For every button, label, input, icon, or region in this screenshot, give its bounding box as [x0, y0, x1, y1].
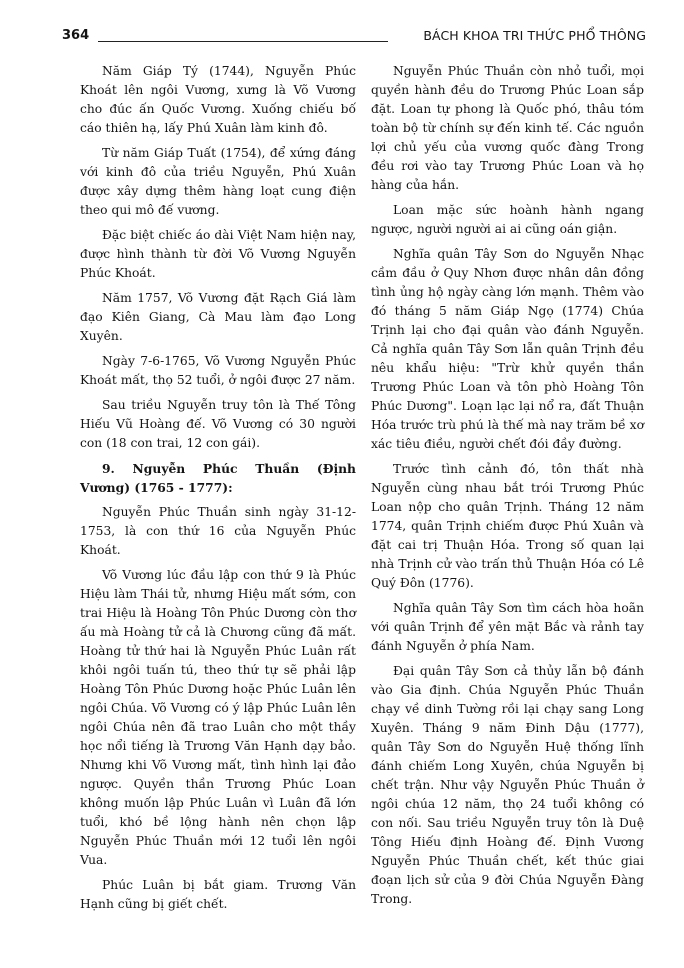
paragraph: Đại quân Tây Sơn cả thủy lẫn bộ đánh vào Gia định. Chúa Nguyễn Phúc Thuần chạy về dinh Tường rồi lại chạy sang Long Xuyên. Tháng 9 năm Đinh Dậu (1777), quân Tây Sơn do Nguyễn Huệ thống lĩnh đánh chiếm Long Xuyên, chúa Nguyễn bị chết trận. Như vậy Nguyễn Phúc Thuần ở ngôi chúa 12 năm, thọ 24 tuổi không có con nối. Sau triều Nguyễn truy tôn là Duệ Tông Hiếu định Hoàng đế. Định Vương Nguyễn Phúc Thuần chết, kết thúc giai đoạn lịch sử của 9 đời Chúa Nguyễn Đàng Trong. — [371, 664, 644, 906]
paragraph: Năm 1757, Võ Vương đặt Rạch Giá làm đạo Kiên Giang, Cà Mau làm đạo Long Xuyên. — [80, 291, 356, 343]
paragraph: Nghĩa quân Tây Sơn tìm cách hòa hoãn với quân Trịnh để yên mặt Bắc và rảnh tay đánh Nguyễn ở phía Nam. — [371, 601, 644, 653]
paragraph: Phúc Luân bị bắt giam. Trương Văn Hạnh cũng bị giết chết. — [80, 878, 356, 911]
section-heading: 9. Nguyễn Phúc Thuần (Định Vương) (1765 - 1777): — [80, 461, 356, 495]
paragraph: Nghĩa quân Tây Sơn do Nguyễn Nhạc cầm đầu ở Quy Nhơn được nhân dân đồng tình ủng hộ ngày càng lớn mạnh. Thêm vào đó tháng 5 năm Giáp Ngọ (1774) Chúa Trịnh lại cho đại quân vào đánh Nguyễn. Cả nghĩa quân Tây Sơn lẫn quân Trịnh đều nêu khẩu hiệu: "Trừ khử quyền thần Trương Phúc Loan và tôn phò Hoàng Tôn Phúc Dương". Loạn lạc lại nổ ra, đất Thuận Hóa trước trù phú là thế mà nay trăm bề xơ xác tiêu điều, người chết đói đầy đường. — [371, 247, 644, 451]
paragraph: Năm Giáp Tý (1744), Nguyễn Phúc Khoát lên ngôi Vương, xưng là Võ Vương cho đúc ấn Quốc Vương. Xuống chiếu bố cáo thiên hạ, lấy Phú Xuân làm kinh đô. — [80, 64, 356, 135]
paragraph: Loan mặc sức hoành hành ngang ngược, người người ai ai cũng oán giận. — [371, 203, 644, 236]
header-rule — [98, 41, 388, 42]
page-header — [62, 28, 646, 50]
paragraph: Ngày 7-6-1765, Võ Vương Nguyễn Phúc Khoát mất, thọ 52 tuổi, ở ngôi được 27 năm. — [80, 354, 356, 387]
left-column — [80, 62, 356, 920]
running-title: BÁCH KHOA TRI THỨC PHỔ THÔNG — [423, 28, 646, 43]
paragraph: Nguyễn Phúc Thuần còn nhỏ tuổi, mọi quyền hành đều do Trương Phúc Loan sắp đặt. Loan tự phong là Quốc phó, thâu tóm toàn bộ từ chính sự đến kinh tế. Các nguồn lợi chủ yếu của vương quốc đàng Trong đều rơi vào tay Trương Phúc Loan và họ hàng của hắn. — [371, 64, 644, 192]
paragraph: Sau triều Nguyễn truy tôn là Thế Tông Hiếu Vũ Hoàng đế. Võ Vương có 30 người con (18 con trai, 12 con gái). — [80, 398, 356, 450]
paragraph: Võ Vương lúc đầu lập con thứ 9 là Phúc Hiệu làm Thái tử, nhưng Hiệu mất sớm, con trai Hiệu là Hoàng Tôn Phúc Dương còn thơ ấu mà Hoàng tử cả là Chương cũng đã mất. Hoàng tử thứ hai là Nguyễn Phúc Luân rất khôi ngôi tuấn tú, theo thứ tự sẽ phải lập Hoàng Tôn Phúc Dương hoặc Phúc Luân lên ngôi Chúa. Võ Vương có ý lập Phúc Luân lên ngôi Chúa nên đã trao Luân cho một thầy học nổi tiếng là Trương Văn Hạnh dạy bảo. Nhưng khi Võ Vương mất, tình hình lại đảo ngược. Quyền thần Trương Phúc Loan không muốn lập Phúc Luân vì Luân đã lớn tuổi, khó bề lộng hành nên chọn lập Nguyễn Phúc Thuần mới 12 tuổi lên ngôi Vua. — [80, 568, 356, 867]
paragraph: Nguyễn Phúc Thuần sinh ngày 31-12-1753, là con thứ 16 của Nguyễn Phúc Khoát. — [80, 505, 356, 557]
paragraph: Từ năm Giáp Tuất (1754), để xứng đáng với kinh đô của triều Nguyễn, Phú Xuân được xây dựng thêm hàng loạt cung điện theo qui mô đế vương. — [80, 146, 356, 217]
right-column — [371, 62, 644, 915]
page-number: 364 — [62, 28, 90, 43]
paragraph: Đặc biệt chiếc áo dài Việt Nam hiện nay, được hình thành từ đời Võ Vương Nguyễn Phúc Khoát. — [80, 228, 356, 280]
paragraph: Trước tình cảnh đó, tôn thất nhà Nguyễn cùng nhau bắt trói Trương Phúc Loan nộp cho quân Trịnh. Tháng 12 năm 1774, quân Trịnh chiếm được Phú Xuân và đặt cai trị Thuận Hóa. Trong số quan lại nhà Trịnh cử vào trấn thủ Thuận Hóa có Lê Quý Đôn (1776). — [371, 462, 644, 590]
